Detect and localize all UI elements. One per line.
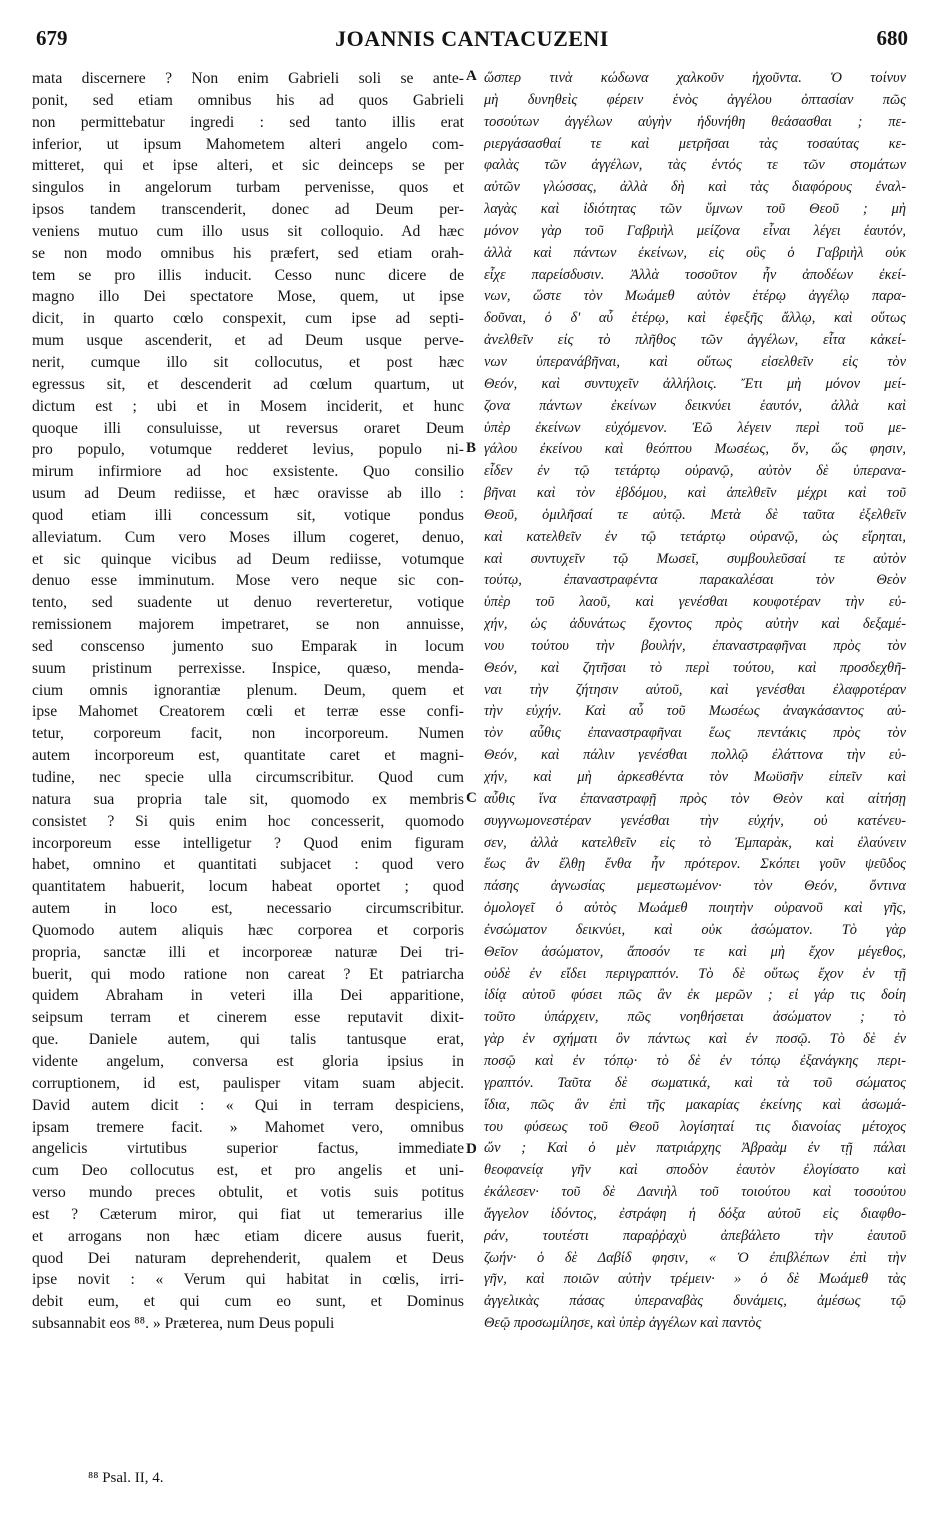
greek-text-line: ὑπὲρ ἐκείνων εὐχόμενον. Ἐῶ λέγειν περὶ τοῦ με- [484,419,906,436]
latin-text-line: seipsum terram et cinerem esse reputavit dixit- [32,1009,464,1027]
latin-text-line: habet, omnino et quantitati subjacet : quod vero [32,856,464,874]
latin-text-line: tudine, nec specie ulla circumscribitur. Quod cum [32,769,464,786]
latin-text-line: vidente angelum, conversa est gloria ipsius in [32,1052,464,1070]
greek-text-line: ὁμολογεῖ ὁ αὐτὸς Μωάμεθ ποιητὴν οὐρανοῦ καὶ γῆς, [484,900,906,917]
latin-text-line: quidem Abraham in veteri illa Dei apparitione, [32,987,464,1005]
greek-text-line: ὤν ; Καὶ ὁ μὲν πατριάρχης Ἀβραὰμ ἐν τῇ πάλαι [484,1140,906,1157]
greek-text-line: ἴδια, πῶς ἂν ἐπὶ τῆς μακαρίας ἐκείνης καὶ ἀσωμά- [484,1096,906,1113]
greek-text-line: ὑπὲρ τοῦ λαοῦ, καὶ γενέσθαι κουφοτέραν τὴν εὐ- [484,594,906,611]
latin-text-line: mum usque ascenderit, et ad Deum usque perve- [32,332,464,350]
greek-text-line: ὥσπερ τινὰ κώδωνα χαλκοῦν ἠχοῦντα. Ὁ τοίνυν [484,70,906,86]
greek-text-line: ἀλλὰ καὶ πάντων ἐκείνων, εἰς οὓς ὁ Γαβριὴλ οὐκ [484,244,906,261]
greek-text-line: του φύσεως τοῦ Θεοῦ λογίσηταί τις διανοίας μέτοχος [484,1118,906,1135]
greek-text-line: μὴ δυνηθεὶς φέρειν ἑνὸς ἀγγέλου ὀπτασίαν πῶς [484,91,906,108]
latin-text-line: tem se pro illis inducit. Cesso nunc dicere de [32,266,464,284]
section-marker-a: A [466,68,477,84]
latin-text-line: inferior, ut ipsum Mahometem alteri angelo com- [32,135,464,153]
latin-text-line: ipse novit : « Verum qui habitat in cœlis, irri- [32,1271,464,1289]
greek-text-line: ζωήν· ὁ δὲ Δαβίδ φησιν, « Ὁ ἐπιβλέπων ἐπὶ τὴν [484,1249,906,1266]
latin-text-line: dicit, in quarto cœlo conspexit, cum ipse ad septi- [32,310,464,328]
latin-text-line: propria, sanctæ illi et incorporeæ naturæ Dei tri- [32,943,464,961]
greek-text-line: ἄγγελον ἰδόντος, ἐστράφη ἡ δόξα αὐτοῦ εἰς διαφθο- [484,1205,906,1222]
latin-text-line: ipse Mahomet Creatorem cœli et terræ esse confi- [32,703,464,721]
greek-text-line: νων ὑπερανάβῆναι, καὶ οὕτως εἰσελθεῖν εἰς τὸν [484,353,906,370]
greek-text-line: ποσῷ καὶ ἐν τόπῳ· τὸ δὲ ἐν τόπῳ ἐξανάγκης περι- [484,1052,906,1069]
latin-text-line: magno illo Dei spectatore Mose, quem, ut ipse [32,288,464,306]
greek-text-line: Θεόν, καὶ ζητῆσαι τὸ περὶ τούτου, καὶ προσδεχθῆ- [484,659,906,676]
greek-text-line: οὐδὲ ἐν εἴδει περιγραπτόν. Τὸ δὲ οὕτως ἔχον ἐν τῇ [484,965,906,982]
latin-text-line: autem incorporeum est, quantitate caret et magni- [32,747,464,765]
greek-text-line: λαγὰς καὶ ἰδιότητας τῶν ὕμνων τοῦ Θεοῦ ; μὴ [484,201,906,218]
latin-text-line: mirum infirmiore ad hoc exsistente. Quo consilio [32,463,464,481]
latin-text-line: ipsos tandem transcenderit, donec ad Deum per- [32,201,464,219]
greek-text-line: τὸν αὖθις ἐπαναστραφῆναι ἕως πεντάκις πρὸς τὸν [484,725,906,742]
latin-text-line: tento, sed suadente ut denuo reverteretur, votique [32,594,464,612]
greek-text-line: βῆναι καὶ τὸν ἑβδόμου, καὶ ἀπελθεῖν μέχρι καὶ τοῦ [484,485,906,502]
greek-text-line: τούτῳ, ἐπαναστραφέντα παρακαλέσαι τὸν Θεὸν [484,572,906,589]
latin-text-line: quod etiam illi concessum sit, votique pondus [32,506,464,524]
greek-text-line: γῆν, καὶ ποιῶν αὐτὴν τρέμειν· » ὁ δὲ Μωάμεθ τὰς [484,1271,906,1288]
latin-text-line: cum Deo collocutus est, et pro angelis et uni- [32,1162,464,1180]
greek-text-line: γὰρ ἐν σχήματι ὂν πάντως καὶ ἐν ποσῷ. Τὸ δὲ ἐν [484,1031,906,1048]
latin-column [32,68,464,1335]
latin-text-line: corruptionem, id est, paulisper vitam suam abjecit. [32,1074,464,1092]
latin-text-line: denuo esse imminutum. Mose vero neque sic con- [32,572,464,590]
latin-text-line: alleviatum. Cum vero Moses illum cogeret, denuo, [32,528,464,546]
greek-text-line: Θεόν, καὶ πάλιν γενέσθαι πολλῷ ἐλάττονα τὴν εὐ- [484,747,906,764]
latin-text-line: se non modo omnibus his præfert, sed etiam orah- [32,244,464,262]
greek-text-line: ἀγγελικὰς πάσας ὑπεραναβὰς δυνάμεις, ἀμέσως τῷ [484,1293,906,1310]
greek-text-line: μόνον γὰρ τοῦ Γαβριὴλ μείζονα εἶναι λέγει ἑαυτόν, [484,222,906,239]
greek-text-line: νων, ὥστε τὸν Μωάμεθ αὐτὸν ἑτέρῳ ἀγγέλῳ παρα- [484,288,906,305]
greek-text-line: Θεῷ προσωμίλησε, καὶ ὑπὲρ ἀγγέλων καὶ παντὸς [484,1315,762,1332]
greek-column [484,68,906,1335]
greek-text-line: χήν, καὶ μὴ ἀρκεσθέντα τὸν Μωϋσῆν εἰπεῖν καὶ [484,769,906,785]
greek-text-line: Θεόν, καὶ συντυχεῖν ἀλλήλοις. Ἔτι μὴ μόνον μεί- [484,375,906,392]
latin-text-line: pro populo, votumque redderet levius, populo ni- [32,441,464,459]
greek-text-line: πάσης ἀγνωσίας μεμεστωμένον· τὸν Θεόν, ὄντινα [484,878,906,895]
greek-text-line: ἐκάλεσεν· τοῦ δὲ Δανιὴλ τοῦ τοιούτου καὶ τοσούτου [484,1184,906,1201]
latin-text-line: incorporeum esse intelligetur ? Quod enim figuram [32,834,464,852]
latin-text-line: remissionem majorem impetraret, se non annuisse, [32,616,464,634]
latin-text-line: Quomodo autem aliquis hæc corporea et corporis [32,921,464,939]
latin-text-line: cium omnis ignorantiæ plenum. Deum, quem et [32,681,464,699]
latin-text-line: buerit, qui modo ratione non careat ? Et patriarcha [32,965,464,983]
latin-text-line: consistet ? Si quis enim hoc concesserit, quomodo [32,812,464,830]
running-title: JOANNIS CANTACUZENI [335,26,609,51]
latin-text-line: et sic quinque vicibus ad Deum rediisse, votumque [32,550,464,568]
greek-text-line: θεοφανείᾳ γῆν καὶ σποδὸν ἑαυτὸν ἐλογίσατο καὶ [484,1162,906,1179]
greek-text-line: τοσούτων ἀγγέλων αὐγὴν ἠδυνήθη θεάσασθαι ; πε- [484,113,906,130]
latin-text-line: subsannabit eos ⁸⁸. » Præterea, num Deus populi [32,1315,335,1333]
latin-text-line: egressus sit, et descenderit ad cœlum quartum, ut [32,375,464,393]
greek-text-line: φαλὰς τῶν ἀγγέλων, τὰς ἐντός τε τῶν στομάτων [484,157,906,174]
greek-text-line: ἐνσώματον δεικνύει, καὶ οὐκ ἀσώματον. Τὸ γὰρ [484,921,906,938]
greek-text-line: ἰδίᾳ αὐτοῦ φύσει πῶς ἂν ἐκ μερῶν ; εἰ γάρ τις δοίη [484,987,906,1004]
latin-text-line: natura sua propria tale sit, quomodo ex membris [32,790,464,808]
latin-text-line: usum ad Deum rediisse, et hæc oravisse ab illo : [32,485,464,503]
greek-text-line: αὐτῶν γλώσσας, ἀλλὰ δὴ καὶ τὰς διαφόρους ἐναλ- [484,179,906,196]
latin-text-line: nerit, cumque illo sit collocutus, et post hæc [32,353,464,371]
footnote: ⁸⁸ Psal. II, 4. [88,1470,164,1486]
latin-text-line: tetur, corporeum facit, non incorporeum. Numen [32,725,464,743]
running-header [36,10,908,50]
greek-text-line: καὶ συντυχεῖν τῷ Μωσεῖ, συμβουλεῦσαί τε αὐτὸν [484,550,906,567]
greek-text-line: Θεῖον ἀσώματον, ἄποσόν τε καὶ μὴ ἔχον μέγεθος, [484,943,906,960]
greek-text-line: γάλου ἐκείνου καὶ θεόπτου Μωσέως, ὅν, ὥς φησιν, [484,441,906,458]
latin-text-line: ponit, sed etiam omnibus his ad quos Gabrieli [32,91,464,109]
section-marker-d: D [466,1141,477,1157]
latin-text-line: verso mundo preces obtulit, et votis suis potitus [32,1184,464,1202]
latin-text-line: suum pristinum perrexisse. Inspice, quæso, menda- [32,659,464,677]
section-marker-b: B [466,440,477,456]
latin-text-line: veniens mutuo cum illo usus sit colloquio. Ad hæc [32,222,464,240]
latin-text-line: angelicis virtutibus superior factus, immediate [32,1140,464,1158]
greek-text-line: συγγνωμονεστέραν γενέσθαι τὴν εὐχήν, οὐ κατένευ- [484,812,906,829]
latin-text-line: non permittebatur ingredi : sed tanto illis erat [32,113,464,131]
latin-text-line: dictum est ; ubi et in Mosem inciderit, et hunc [32,397,464,415]
greek-text-line: ράν, τουτέστι παραῤῥαχὺ ἀπεβάλετο τὴν ἑαυτοῦ [484,1227,906,1244]
page-number-left: 679 [36,26,68,50]
latin-text-line: debit eum, et qui cum eo sunt, et Dominus [32,1293,464,1311]
latin-text-line: et arrogans non hæc etiam dicere ausus fuerit, [32,1227,464,1245]
greek-text-line: ριεργάσασθαί τε καὶ μετρῆσαι τὰς τοσαύτας κε- [484,135,906,152]
greek-text-line: ζονα πάντων ἐκείνων δεικνύει ἑαυτόν, ἀλλὰ καὶ [484,397,906,414]
latin-text-line: quoque illi consuluisse, ut reversus oraret Deum [32,419,464,437]
greek-text-line: καὶ κατελθεῖν ἐν τῷ τετάρτῳ οὐρανῷ, ὡς εἴρηται, [484,528,906,545]
latin-text-line: que. Daniele autem, qui talis tantusque erat, [32,1031,464,1049]
greek-text-line: ναι τὴν ζήτησιν αὐτοῦ, καὶ γενέσθαι ἐλαφροτέραν [484,681,906,698]
latin-text-line: mitteret, qui et ipse alteri, et sic deinceps se per [32,157,464,175]
greek-text-line: τὴν εὐχήν. Καὶ αὖ τοῦ Μωσέως ἀναγκάσαντος αὐ- [484,703,906,720]
latin-text-line: est ? Cæterum miror, qui fiat ut temerarius ille [32,1205,464,1223]
latin-text-line: David autem dicit : « Qui in terram despiciens, [32,1096,464,1114]
greek-text-line: εἶδεν ἐν τῷ τετάρτῳ οὐρανῷ, αὐτὸν δὲ ὑπερανα- [484,463,906,480]
greek-text-line: γραπτόν. Ταῦτα δὲ σωματικά, καὶ τὰ τοῦ σώματος [484,1074,906,1091]
latin-text-line: ipsam tremere facit. » Mahomet vero, omnibus [32,1118,464,1136]
latin-text-line: quod Dei naturam deprehenderit, qualem et Deus [32,1249,464,1267]
greek-text-line: ἀνελθεῖν εἰς τὸ πλῆθος τῶν ἀγγέλων, εἶτα κἀκεί- [484,332,906,349]
greek-text-line: αὖθις ἵνα ἐπαναστραφῇ πρὸς τὸν Θεὸν καὶ αἰτήσῃ [484,790,906,807]
page-number-right: 680 [876,26,908,50]
latin-text-line: autem in loco est, necessario circumscribitur. [32,900,464,918]
latin-text-line: singulos in angelorum turbam pervenisse, quos et [32,179,464,197]
greek-text-line: χήν, ὡς ἀδυνάτως ἔχοντος πρὸς αὐτὴν καὶ δεξαμέ- [484,616,906,633]
greek-text-line: εἶχε παρείσδυσιν. Ἀλλὰ τοσοῦτον ἦν ἀποδέων ἐκεί- [484,266,906,283]
greek-text-line: δοῦναι, ὁ δ' αὖ ἑτέρῳ, καὶ ἑφεξῆς ἄλλῳ, καὶ οὕτως [484,310,906,327]
greek-text-line: σεν, ἀλλὰ κατελθεῖν εἰς τὸ Ἐμπαρὰκ, καὶ ἐλαύνειν [484,834,906,851]
greek-text-line: Θεοῦ, ὁμιλῆσαί τε αὐτῷ. Μετὰ δὲ ταῦτα ἐξελθεῖν [484,506,906,523]
greek-text-line: νου τούτου τὴν βουλήν, ἐπαναστραφῆναι πρὸς τὸν [484,637,906,654]
latin-text-line: mata discernere ? Non enim Gabrieli soli se ante- [32,70,464,87]
latin-text-line: quantitatem habuerit, locum habeat oportet ; quod [32,878,464,896]
latin-text-line: sed conscenso jumento suo Emparak in locum [32,637,464,655]
greek-text-line: τοῦτο ὑπάρχειν, πῶς νοηθήσεται ἀσώματον ; τὸ [484,1009,906,1026]
greek-text-line: ἕως ἂν ἔλθῃ ἔνθα ἦν πρότερον. Σκόπει γοῦν ψεῦδος [484,856,906,873]
section-marker-c: C [466,790,477,806]
